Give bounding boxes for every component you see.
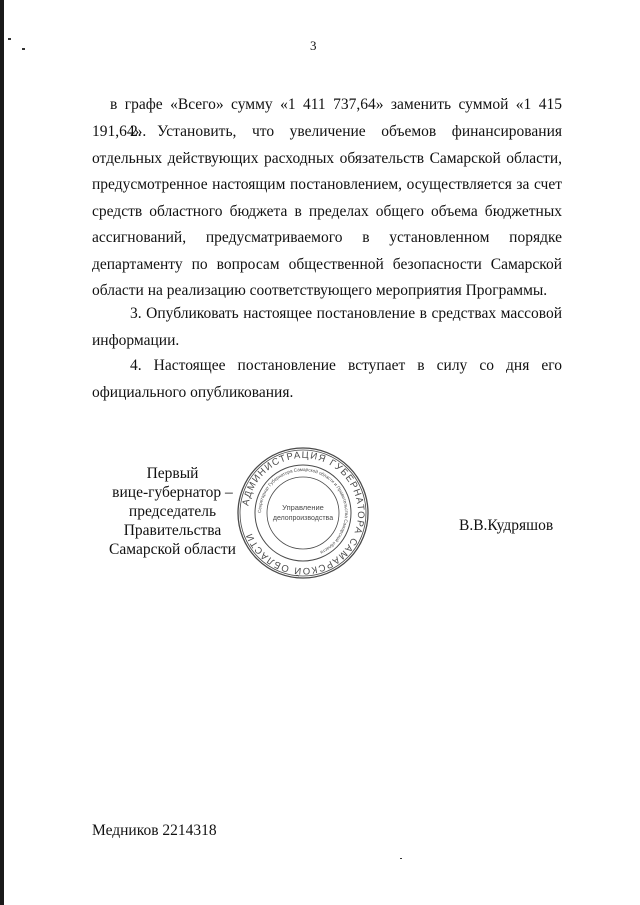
signatory-title-line: Самарской области xyxy=(109,541,236,558)
signatory-title-line: Первый xyxy=(146,465,199,482)
scan-edge xyxy=(0,0,4,905)
signatory-name: В.В.Кудряшов xyxy=(459,517,554,534)
paragraph-2-funding: 2. Установить, что увеличение объемов финансирования отдельных действующих расходных обязательств Самарской области, предусмотренное настоящим постановлением, осуществляется за счет средств областного бюджета в пределах общего объема бюджетных ассигнований, предусматриваемого в установленном порядке департаменту по вопросам общественной безопасности Самарской области на реализацию соответствующего мероприятия Программы. xyxy=(92,123,562,299)
paragraph-3-publish: 3. Опубликовать настоящее постановление в средствах массовой информации. xyxy=(92,305,562,349)
official-stamp-icon xyxy=(236,446,370,580)
stamp-center-line: делопроизводства xyxy=(272,515,334,522)
signatory-title-line: вице-губернатор – xyxy=(112,484,233,501)
executor-footer: Медников 2214318 xyxy=(92,822,217,839)
scan-speck xyxy=(400,858,402,859)
paragraph-replacement: в графе «Всего» сумму «1 411 737,64» заменить суммой «1 415 191,64». xyxy=(92,96,562,140)
stamp-inner-text: Секретариат Губернатора Самарской области и Правительства Самарской области xyxy=(256,466,350,556)
scan-speck xyxy=(22,48,25,50)
paragraph-4-effective: 4. Настоящее постановление вступает в силу со дня его официального опубликования. xyxy=(92,357,562,401)
stamp-outer-text: АДМИНИСТРАЦИЯ ГУБЕРНАТОРА САМАРСКОЙ ОБЛАСТИ xyxy=(240,449,367,577)
stamp-center-line: Управление xyxy=(282,503,324,512)
scan-speck xyxy=(8,38,11,40)
page-number: 3 xyxy=(310,38,317,53)
signatory-title-line: председатель Правительства xyxy=(123,503,222,539)
